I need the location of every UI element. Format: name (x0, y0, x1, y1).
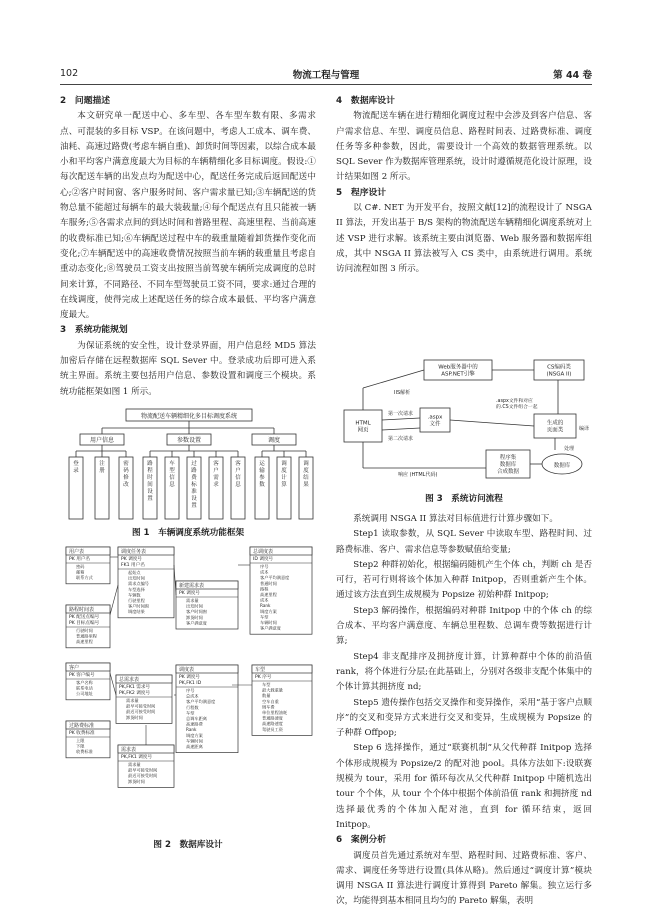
left-column (60, 94, 316, 400)
volume-label: 第 44 卷 (553, 70, 592, 81)
section-4-heading: 4 数据库设计 (336, 96, 395, 106)
fig3-assembly-label: 数据库 (499, 462, 517, 468)
fig3-arrow (450, 420, 534, 426)
fig2-table-fields: 普通路里程 (76, 633, 97, 639)
fig2-table-fields: 出发时间 (128, 575, 145, 581)
fig2-table-fields: 卸货时间 (128, 778, 145, 784)
fig2-table-fields: 高速里程 (260, 592, 277, 597)
fig2-table-fields: 高速路费 (186, 721, 203, 727)
fig2-table-fields: 最大载重量 (262, 687, 283, 693)
fig1-leaf-label: 设 (147, 489, 153, 495)
fig2-table-fields: 最早可接受时间 (126, 703, 156, 709)
fig2-table-fields: Rank (186, 727, 197, 733)
fig1-leaf-label: 置 (147, 496, 153, 502)
fig2-table-keys: PK 配送点编号 (69, 615, 100, 620)
fig1-leaf-label: 置 (191, 503, 197, 509)
fig2-table-fields: 车辆时间 (186, 738, 203, 744)
fig2-table-fields: 客户平均满意度 (186, 699, 216, 705)
section-2-body: 本文研究单一配送中心、多车型、各车型车数有限、多需求点、可混装的多目标 VSP。在该问题中，考虑人工成本、调车费、油耗、高速过路费(考虑车辆自重)、卸货时间等因素，以综合成本最小和平均客户满意度最大为目标的车辆精细化多目标调度。假设:①每次配送车辆的出发点均为配送中心，配送任务完成后返回配送中心;②客户时间窗、客户服务时间、客户需求量已知;③车辆配送的货物总量不能超过每辆车的最大装载量;④每个配送点有且只能被一辆车服务;⑤各需求点间的到达时间和普路里程、高速里程、当前高速的收费标准已知;⑥车辆配送过程中车的载重量随着卸货操作变化而变化;⑦车辆配送中的高速收费情况按照当前车辆的载重量且考虑自重动态变化;⑧驾驶员工资支出按照当前驾驶车辆所完成调度的总时间来计算，不同路径、不同车型驾驶员工资不同，要求:通过合理的在线调度，使得完成上述配送任务的综合成本最低、平均客户满意度最大。 (60, 111, 316, 321)
fig2-table-fields: 公司地址 (76, 691, 93, 697)
fig2-table-fields: 调车费 (262, 704, 275, 710)
fig2-table-fields: Rank (260, 603, 271, 609)
section-3-body: 为保证系统的安全性，设计登录界面，用户信息经 MD5 算法加密后存储在远程数据库 SQL Sever 中。登录成功后即可进入系统主界面。系统主要包括用户信息、参数设置和调度三个模块。系统功能框架如图 1 所示。 (60, 340, 316, 397)
fig2-relation-line (110, 585, 118, 615)
fig2-table-fields: 需求量 (128, 762, 141, 767)
fig1-leaf-label: 客 (235, 461, 241, 467)
fig2-table-fields: 普通路速度 (262, 715, 283, 721)
section-3-heading: 3 系统功能规划 (60, 325, 128, 336)
fig1-leaf-label: 路 (147, 461, 153, 467)
fig2-table-fields: 单位里程油耗 (262, 710, 288, 715)
fig2-table-keys: PK,FK1 ID (179, 681, 202, 686)
fig3-arrow (382, 428, 420, 430)
fig1-leaf-label: 密 (123, 461, 129, 467)
fig1-leaf-label: 息 (169, 482, 175, 488)
fig3-cs-class-label: CS编码类 (547, 364, 571, 371)
fig1-leaf-label: 客 (213, 461, 219, 467)
fig3-html-page-label: 网页 (357, 427, 369, 434)
fig1-leaf-label: 输 (259, 468, 265, 474)
fig3-second-request: 第二次请求 (388, 436, 414, 442)
fig1-leaf-label: 改 (123, 482, 129, 488)
fig1-leaf-label: 间 (147, 482, 153, 488)
fig1-leaf-label: 求 (213, 482, 219, 488)
fig1-leaf-label: 程 (147, 468, 153, 474)
right-column-top (336, 94, 592, 278)
fig2-table-fields: 需求点编号 (128, 581, 149, 587)
fig1-leaf-label: 结 (303, 475, 309, 481)
fig2-table-keys: PK 用户名 (69, 557, 91, 562)
fig2-table-fields: 密码 (76, 564, 85, 569)
fig3-arrow (363, 370, 424, 388)
fig1-leaf-label: 注 (99, 461, 105, 467)
step-5: Step5 遗传操作包括交叉操作和变异操作，采用“基于客户点顺序”的交叉和变异方式来进行交叉和变异，生成规模为 Popsize 的子种群 Offpop; (336, 697, 592, 739)
fig1-leaf-label: 调 (303, 461, 309, 467)
figure-3-caption: 图 3 系统访问流程 (425, 494, 503, 504)
step-1: Step1 读取参数，从 SQL Sever 中读取车型、路程时间、过路费标准、客户、需求信息等参数赋值给变量; (336, 529, 592, 555)
fig2-table-title: 过路费标准 (69, 723, 95, 729)
fig2-table-keys: FK1 用户名 (121, 563, 145, 568)
fig2-table-fields: 最迟可接受时间 (128, 773, 158, 779)
figure-2-caption: 图 2 数据库设计 (153, 840, 223, 850)
right-column-bottom (336, 512, 592, 910)
fig2-table-keys: PK 客户编号 (69, 673, 95, 678)
fig2-table-fields: 数量 (262, 693, 271, 699)
fig1-leaf-label: 度 (303, 468, 309, 474)
fig2-table-fields: 高速里程 (76, 639, 93, 645)
fig2-table-fields: 车型 (260, 614, 269, 620)
fig2-table-fields: 车型选择 (128, 586, 145, 592)
fig2-table-fields: 起始点 (128, 570, 141, 575)
fig2-table-fields: 成本 (260, 569, 269, 575)
header-rule (60, 84, 592, 85)
fig3-assembly-label: 合成数据 (496, 469, 520, 475)
fig3-html-page-label: HTML (355, 420, 371, 427)
fig2-table-title: 新建需求表 (179, 583, 205, 589)
fig2-table-keys: PK 调度号 (121, 557, 143, 562)
fig1-leaf-label: 需 (213, 475, 219, 481)
fig2-table-keys: PK 调度号 (179, 591, 201, 596)
fig1-leaf-label: 计 (281, 475, 287, 481)
page-number: 102 (60, 68, 79, 79)
fig2-table-title: 车型 (255, 667, 266, 673)
fig1-leaf-label: 参 (259, 475, 265, 481)
fig2-table-title: 客户 (69, 665, 80, 671)
fig2-table-fields: 序号 (186, 688, 195, 693)
step-3: Step3 解码操作，根据编码对种群 Initpop 中的个体 ch 的综合成本、平均客户满意度、车辆总里程数、总调车费等数据进行计算; (336, 605, 592, 647)
fig2-table-fields: 空车自重 (262, 698, 279, 704)
fig3-cs-class-label: (NSGA II) (546, 371, 572, 378)
fig2-table-fields: 需求量 (186, 598, 199, 603)
fig1-leaf-label: 型 (169, 468, 175, 474)
fig2-table-fields: 卸货时间 (126, 714, 143, 720)
fig2-table-fields: 成本 (260, 597, 269, 603)
fig2-table-title: 调度任务表 (121, 549, 147, 555)
figure-1-caption: 图 1 车辆调度系统功能框架 (131, 528, 245, 538)
fig1-leaf-label: 录 (73, 468, 79, 474)
figure-2-database-design (62, 545, 314, 835)
section-2-heading: 2 问题描述 (60, 96, 111, 106)
fig2-relation-line (110, 673, 116, 695)
fig1-leaf-label: 路 (191, 468, 197, 474)
fig2-table-fields: 序号 (260, 564, 269, 569)
fig1-leaf-label: 标 (191, 482, 197, 488)
journal-title: 物流工程与管理 (292, 70, 360, 81)
fig1-leaf-label: 户 (213, 468, 219, 474)
step-6: Step 6 选择操作，通过“联赛机制”从父代种群 Initpop 选择个体形成规模为 Popsize/2 的配对池 pool。具体方法如下:设联赛规模为 tour，采用 for 循环每次从父代种群 Initpop 中随机选出 tour 个个体，从 tour 个个体中根据个体前沿值 rank 和拥挤度 nd 选择最优秀的个体加入配对池，直到 for 循环结束，返回 Initpop。 (336, 743, 592, 830)
fig1-leaf-label: 码 (123, 468, 129, 474)
fig2-table-title: 需求表 (121, 747, 137, 753)
fig2-table-title: 用户表 (69, 549, 85, 555)
fig2-table-fields: 客户满意度 (186, 620, 207, 626)
fig2-table-title: 路程时间表 (69, 607, 95, 613)
fig2-table-fields: 行程数 (186, 704, 199, 710)
fig2-table-fields: 客户平均满意度 (260, 575, 290, 581)
fig3-web-server-label: Web服务器中的 (438, 364, 478, 371)
fig2-table-fields: 最迟可接受时间 (126, 709, 156, 715)
page-header (60, 66, 592, 82)
fig2-table-fields: 调度结果 (128, 609, 145, 615)
step-2: Step2 种群初始化，根据编码随机产生个体 ch，判断 ch 是否可行，若可行则将该个体加入种群 Initpop，否则重新产生个体。通过该方法直到生成规模为 Popsize 初始种群 Initpop; (336, 559, 592, 601)
fig2-table-keys: PK,FK2 调度号 (119, 691, 151, 696)
fig2-table-fields: 调度方案 (186, 732, 203, 738)
fig2-table-fields: 高速路速度 (262, 721, 283, 727)
fig2-table-fields: 客户时间窗 (186, 609, 207, 615)
fig2-table-fields: 总成本 (186, 693, 199, 699)
fig2-table-fields: 高速距离 (186, 744, 203, 749)
fig3-process-label: 处理 (564, 446, 575, 452)
section-6-heading: 6 案例分析 (336, 835, 387, 846)
fig2-table-fields: 路程 (260, 586, 269, 592)
fig1-leaf-label: 设 (191, 496, 197, 502)
fig2-table-keys: PK 序号 (255, 675, 272, 680)
fig3-page-class-label: 页面类 (546, 427, 564, 434)
fig2-table-keys: PK 收费标准 (69, 731, 95, 736)
fig2-table-fields: 行驶时间 (76, 628, 93, 633)
fig2-table-keys: ID 调度号 (253, 557, 274, 562)
section-4-body: 物流配送车辆在进行精细化调度过程中会涉及到客户信息、客户需求信息、车型、调度员信息、路程时间表、过路费标准、调度任务等多种参数，因此，需要设计一个高效的数据管理系统。以 SQL Sever 作为数据库管理系统，设计时遵循规范化设计原理，设计结果如图 2 所示。 (336, 111, 592, 183)
fig2-table-fields: 联系电话 (76, 685, 93, 691)
fig3-page-class-label: 生成的 (546, 420, 564, 427)
fig2-table-fields: 车型 (262, 682, 271, 687)
fig2-table-fields: 出发时间 (186, 603, 203, 609)
fig1-leaf-label: 数 (259, 482, 265, 488)
fig2-table-fields: 卸货时间 (186, 614, 203, 620)
fig2-table-fields: 客户名称 (76, 680, 93, 685)
fig2-table-fields: 邮箱 (76, 569, 85, 575)
fig1-leaf-label: 车 (169, 461, 175, 467)
fig2-table-keys: PK 调度号 (179, 675, 201, 680)
fig3-aspx-file-label: 文件 (429, 421, 441, 428)
fig3-compile-label: 编译 (579, 426, 590, 432)
fig1-leaf-label: 时 (147, 475, 153, 481)
step-intro: 系统调用 NSGA II 算法对目标值进行计算步骤如下。 (353, 514, 558, 524)
fig1-leaf-label: 册 (99, 468, 105, 474)
fig2-table-fields: 最早可接受时间 (128, 767, 158, 773)
section-5-body: 以 C#. NET 为开发平台，按照文献[12]的流程设计了 NSGA II 算法，开发出基于 B/S 架构的物流配送车辆精细化调度系统对上述 VSP 进行求解。该系统主要由浏览器、Web 服务器和数据库组成，其中 NSGA II 算法被写入 CS 类中，由系统进行调用。系统访问流程如图 3 所示。 (336, 203, 592, 275)
fig3-web-server-label: ASP.NET引擎 (441, 371, 475, 378)
fig2-table-fields: 下限 (76, 743, 85, 749)
fig2-table-fields: 普通时间 (260, 580, 277, 586)
fig2-table-title: 总调度表 (253, 549, 274, 555)
fig2-table-fields: 客户时间窗 (128, 603, 149, 609)
figure-3-access-flow (338, 358, 592, 488)
fig2-table-fields: 车辆时间 (260, 620, 277, 625)
fig1-leaf-label: 息 (235, 482, 241, 488)
fig1-group-label: 调度 (267, 437, 281, 444)
step-4: Step4 非支配排序及拥挤度计算，计算种群中个体的前沿值 rank，将个体进行分层;在此基础上，分别对各级非支配个体集中的个体计算其拥挤度 nd; (336, 651, 592, 693)
fig1-leaf-label: 运 (259, 461, 265, 467)
fig3-aspx-file-label: .aspx (427, 414, 443, 421)
fig2-table-fields: 需求量 (126, 698, 139, 703)
fig1-leaf-label: 信 (169, 475, 175, 481)
fig3-assembly-label: 程序集 (499, 455, 517, 461)
fig1-leaf-label: 度 (281, 468, 287, 474)
fig2-table-fields: 总调车距离 (186, 716, 207, 721)
fig2-table-fields: 收费标准 (76, 749, 93, 755)
fig2-table-fields: 上限 (76, 738, 85, 743)
fig2-table-fields: 驾驶员工资 (262, 726, 283, 732)
fig1-leaf-label: 信 (235, 475, 241, 481)
fig1-leaf-label: 修 (123, 475, 129, 481)
fig2-table-fields: 车辆数 (128, 592, 141, 598)
fig1-leaf-label: 户 (235, 468, 241, 474)
fig1-group-label: 用户信息 (89, 437, 115, 444)
fig1-group-label: 参数设置 (176, 437, 202, 444)
fig3-iis-label: IIS解析 (394, 390, 411, 396)
fig2-table-fields: 客户满意度 (260, 625, 281, 631)
fig2-table-keys: PK,FK1 调度号 (121, 755, 153, 760)
fig3-response-label: 响应 (HTML代码) (398, 472, 438, 478)
fig1-leaf-label: 调 (281, 461, 287, 467)
fig1-root-label: 物流配送车辆精细化多目标调度系统 (140, 413, 238, 420)
section-6-body: 调度员首先通过系统对车型、路程时间、过路费标准、客户、需求、调度任务等进行设置(具体从略)。然后通过“调度计算”模块调用 NSGA II 算法进行调度计算得到 Pareto 解集。独立运行多次，均能得到基本相同且均匀的 Pareto 解集，表明 (336, 850, 592, 907)
fig2-table-fields: 行驶里程 (128, 598, 145, 603)
fig3-database-label: 数据库 (553, 463, 571, 469)
fig1-leaf-label: 登 (73, 461, 79, 467)
fig2-table-fields: 车型 (186, 710, 195, 716)
fig1-leaf-label: 过 (191, 461, 197, 467)
fig3-note: 的.CS文件组合一起 (496, 405, 538, 410)
fig2-table-keys: PK,FK1 需求号 (119, 685, 151, 690)
fig2-table-keys: PK 目标点编号 (69, 621, 100, 626)
section-5-heading: 5 程序设计 (336, 187, 387, 198)
fig3-note: .aspx文件和对应 (496, 399, 533, 404)
fig3-first-request: 第一次请求 (388, 411, 414, 417)
figure-1-function-framework (64, 407, 314, 522)
fig1-leaf-label: 准 (191, 489, 197, 495)
fig1-leaf-label: 费 (191, 475, 197, 481)
fig2-table-title: 调度表 (179, 667, 195, 673)
fig1-leaf-label: 果 (303, 482, 309, 488)
fig2-table-title: 总需求表 (119, 677, 140, 683)
fig2-table-fields: 调度方案 (260, 608, 277, 614)
fig2-table-fields: 联系方式 (76, 575, 93, 581)
fig1-leaf-label: 算 (281, 482, 287, 488)
fig3-arrow (382, 418, 420, 420)
